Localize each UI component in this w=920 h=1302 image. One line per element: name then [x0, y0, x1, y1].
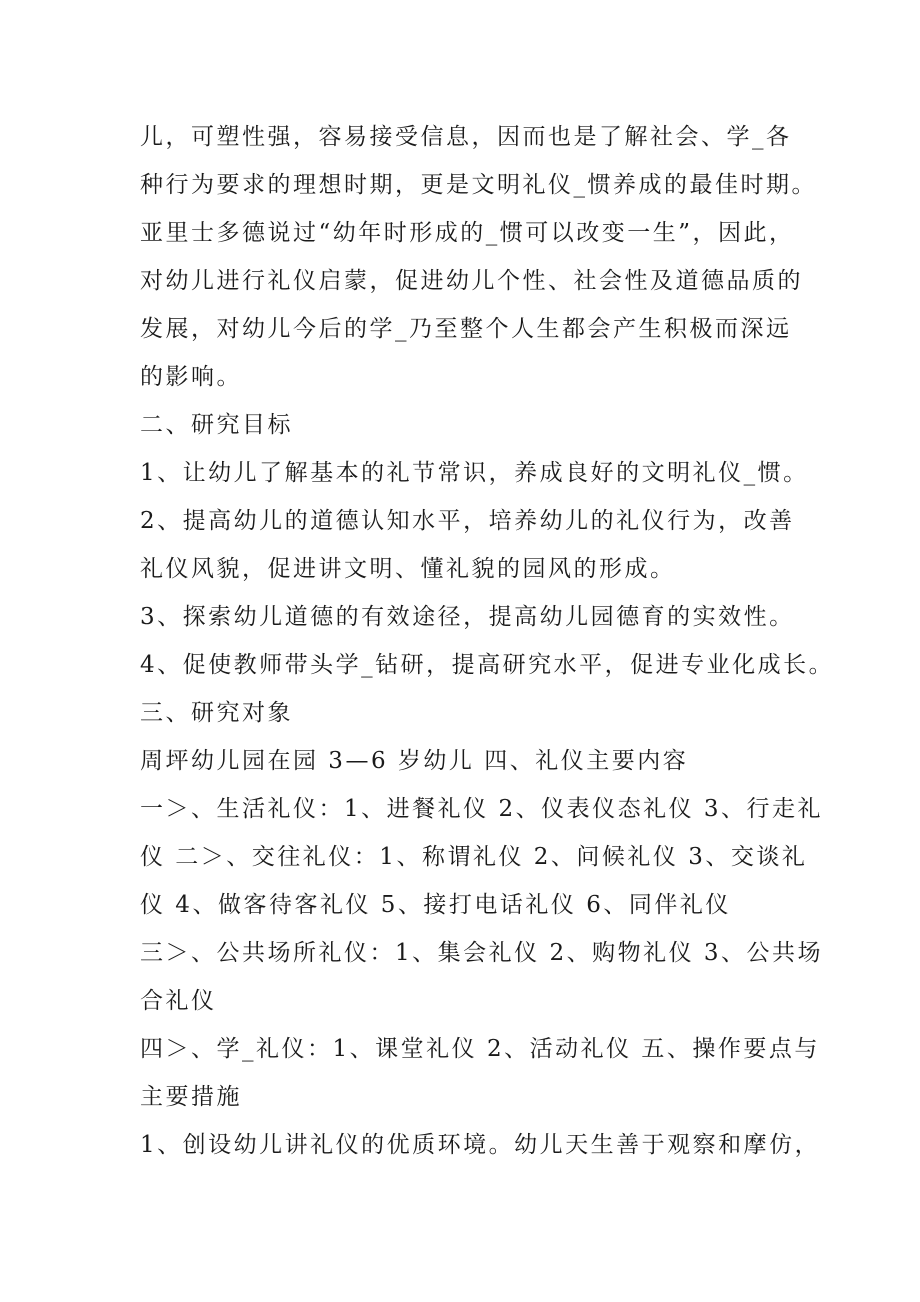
text-line: 发展，对幼儿今后的学_乃至整个人生都会产生积极而深远 — [140, 316, 792, 342]
text-line: 仪 二＞、交往礼仪：1、称谓礼仪 2、问候礼仪 3、交谈礼 — [140, 844, 808, 870]
text-line: 对幼儿进行礼仪启蒙，促进幼儿个性、社会性及道德品质的 — [140, 268, 803, 294]
text-line: 三＞、公共场所礼仪：1、集会礼仪 2、购物礼仪 3、公共场 — [140, 940, 824, 966]
text-line: 亚里士多德说过“幼年时形成的_惯可以改变一生”，因此， — [140, 220, 795, 246]
text-line: 周坪幼儿园在园 3—6 岁幼儿 四、礼仪主要内容 — [140, 748, 689, 774]
section-heading: 二、研究目标 — [140, 412, 293, 438]
text-line: 礼仪风貌，促进讲文明、懂礼貌的园风的形成。 — [140, 556, 676, 582]
text-line: 合礼仪 — [140, 988, 217, 1014]
text-line: 4、促使教师带头学_钻研，提高研究水平，促进专业化成长。 — [140, 652, 835, 678]
text-line: 1、让幼儿了解基本的礼节常识，养成良好的文明礼仪_惯。 — [140, 460, 809, 486]
text-line: 2、提高幼儿的道德认知水平，培养幼儿的礼仪行为，改善 — [140, 508, 795, 534]
text-line: 种行为要求的理想时期，更是文明礼仪_惯养成的最佳时期。 — [140, 172, 817, 198]
text-line: 的影响。 — [140, 364, 242, 390]
section-heading: 三、研究对象 — [140, 700, 293, 726]
text-line: 儿，可塑性强，容易接受信息，因而也是了解社会、学_各 — [140, 124, 792, 150]
text-line: 主要措施 — [140, 1084, 242, 1110]
text-line: 一＞、生活礼仪：1、进餐礼仪 2、仪表仪态礼仪 3、行走礼 — [140, 796, 824, 822]
text-line: 1、创设幼儿讲礼仪的优质环境。幼儿天生善于观察和摩仿， — [140, 1132, 821, 1158]
text-line: 四＞、学_礼仪：1、课堂礼仪 2、活动礼仪 五、操作要点与 — [140, 1036, 820, 1062]
text-line: 3、探索幼儿道德的有效途径，提高幼儿园德育的实效性。 — [140, 604, 795, 630]
text-line: 仪 4、做客待客礼仪 5、接打电话礼仪 6、同伴礼仪 — [140, 892, 731, 918]
